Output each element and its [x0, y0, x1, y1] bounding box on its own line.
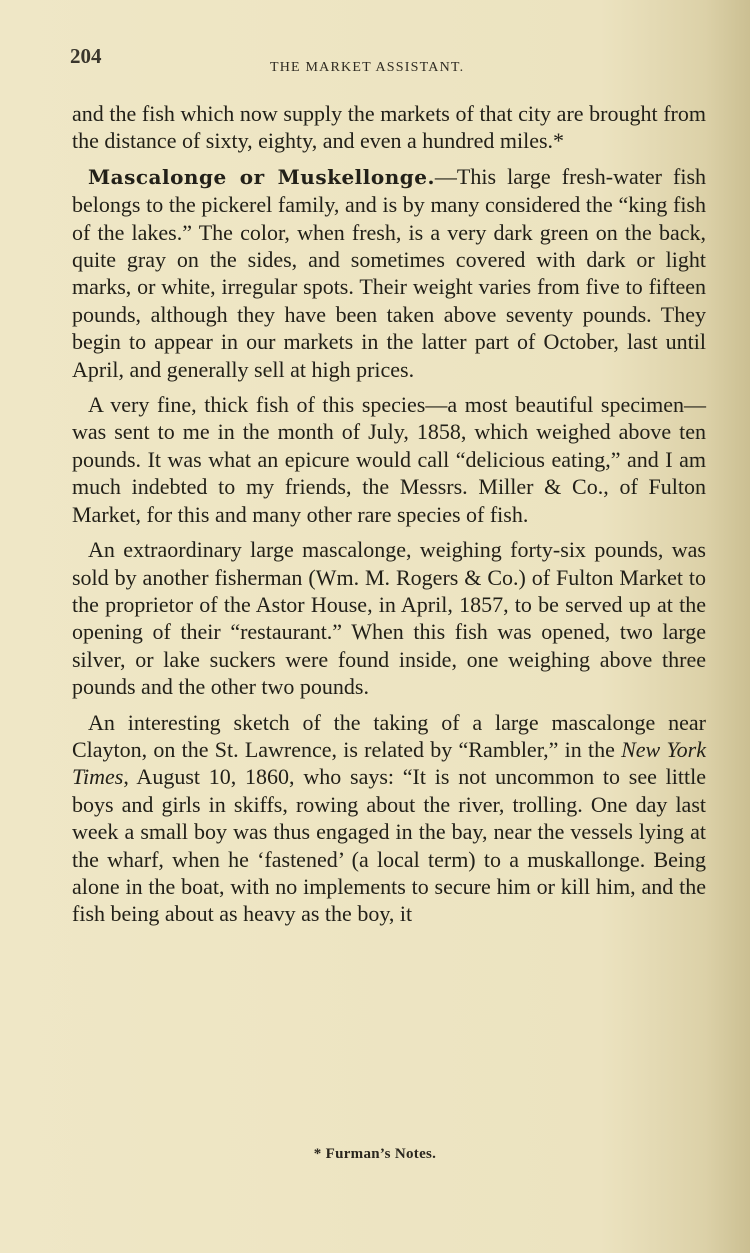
page-number: 204 — [70, 44, 102, 68]
paragraph-mascalonge-entry — [72, 163, 706, 383]
entry-headword: Mascalonge or Muskellonge. — [88, 164, 435, 189]
paragraph-astor-house: An extraordinary large mascalonge, weighing forty-six pounds, was sold by another fisherman (Wm. M. Rogers & Co.) of Fulton Market to the proprietor of the Astor House, in April, 1857, to be served up at the opening of their “restaurant.” When this fish was opened, two large silver, or lake suckers were found inside, one weighing above three pounds and the other two pounds. — [72, 537, 706, 700]
paragraph-specimen: A very fine, thick fish of this species—a most beautiful specimen—was sent to me in the month of July, 1858, which weighed above ten pounds. It was what an epicure would call “delicious eating,” and I am much indebted to my friends, the Messrs. Miller & Co., of Fulton Market, for this and many other rare species of fish. — [72, 392, 706, 527]
entry-text: —This large fresh-water fish belongs to the pickerel family, and is by many considered the “king fish of the lakes.” The color, when fresh, is a very dark green on the back, quite gray on the sides, and sometimes covered with dark or light marks, or white, irregular spots. Their weight varies from five to fifteen pounds, although they have been taken above seventy pounds. They begin to appear in our markets in the latter part of October, last until April, and generally sell at high prices. — [72, 163, 706, 382]
footnote: * Furman’s Notes. — [313, 1146, 437, 1162]
page-header — [70, 44, 710, 74]
paragraph-continuation: and the fish which now supply the markets of that city are brought from the distance of sixty, eighty, and even a hundred miles.* — [72, 101, 706, 154]
rambler-text-start: An interesting sketch of the taking of a large mascalonge near Clayton, on the St. Lawrence, is related by “Rambler,” in the — [72, 709, 706, 762]
newspaper-title: New York Times — [72, 736, 706, 790]
page-body — [72, 100, 706, 928]
running-title: THE MARKET ASSISTANT. — [270, 60, 465, 75]
rambler-text-end: , August 10, 1860, who says: “It is not uncommon to see little boys and girls in skiffs, rowing about the river, trolling. One day last week a small boy was thus engaged in the bay, near the vessels lying at the wharf, when he ‘fastened’ (a local term) to a muskallonge. Being alone in the boat, with no implements to secure him or kill him, and the fish being about as heavy as the boy, it — [72, 764, 706, 927]
paragraph-rambler — [72, 709, 706, 928]
